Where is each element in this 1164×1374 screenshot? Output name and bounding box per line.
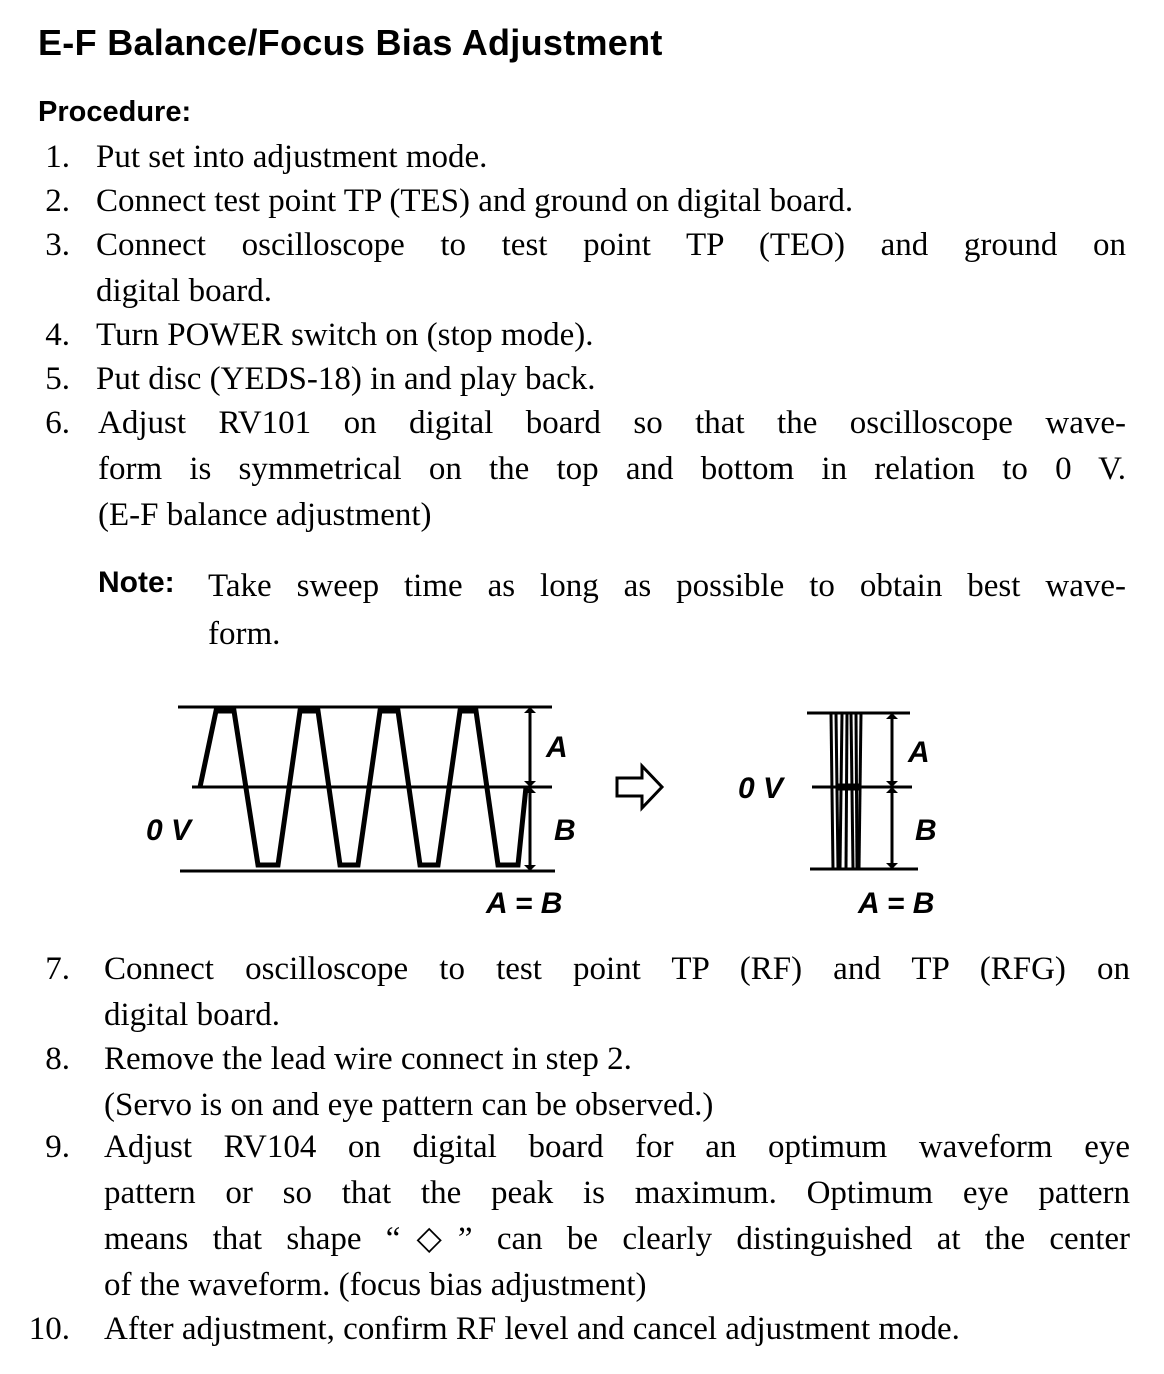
note-line: Take sweep time as long as possible to obtain best wave-	[208, 568, 1126, 604]
step-text: means that shape “◇” can be clearly distinguished at the center	[104, 1221, 1130, 1257]
step-number: 7.	[45, 951, 70, 987]
step-number: 9.	[45, 1129, 70, 1165]
waveform-after	[807, 713, 918, 869]
zero-volt-label: 0 V	[738, 772, 784, 805]
step-number: 8.	[45, 1041, 70, 1077]
step-text: Remove the lead wire connect in step 2.	[104, 1041, 632, 1077]
step-text: After adjustment, confirm RF level and cancel adjustment mode.	[104, 1311, 960, 1347]
step-text: (Servo is on and eye pattern can be observed.)	[104, 1087, 714, 1123]
step-text: Adjust RV101 on digital board so that the oscilloscope wave-	[98, 405, 1126, 441]
step-number: 3.	[45, 227, 70, 263]
step-text: form is symmetrical on the top and bottom in relation to 0 V.	[98, 451, 1126, 487]
note-text	[208, 562, 1126, 658]
step-number: 6.	[45, 405, 70, 441]
b-label: B	[915, 814, 937, 847]
note-line: form.	[208, 616, 281, 652]
step-text: digital board.	[96, 273, 272, 309]
step-text: of the waveform. (focus bias adjustment)	[104, 1267, 647, 1303]
waveform-figure	[0, 690, 1164, 930]
step-text: Put disc (YEDS-18) in and play back.	[96, 361, 596, 397]
a-label: A	[546, 731, 568, 764]
procedure-heading: Procedure:	[38, 96, 192, 128]
step-text: Put set into adjustment mode.	[96, 139, 488, 175]
step-number: 4.	[45, 317, 70, 353]
equality-label: A = B	[858, 887, 935, 920]
zero-volt-label: 0 V	[146, 814, 192, 847]
waveform-before	[178, 707, 555, 871]
equality-label: A = B	[486, 887, 563, 920]
note-label: Note:	[98, 566, 175, 599]
b-label: B	[554, 814, 576, 847]
step-text: Connect test point TP (TES) and ground on digital board.	[96, 183, 854, 219]
step-number: 10.	[28, 1311, 70, 1347]
step-text: pattern or so that the peak is maximum. Optimum eye pattern	[104, 1175, 1130, 1211]
step-number: 2.	[45, 183, 70, 219]
step-text: digital board.	[104, 997, 280, 1033]
right-arrow-icon	[617, 766, 662, 808]
a-label: A	[908, 736, 930, 769]
step-text: (E-F balance adjustment)	[98, 497, 432, 533]
step-text: Turn POWER switch on (stop mode).	[96, 317, 594, 353]
step-text: Connect oscilloscope to test point TP (RF) and TP (RFG) on	[104, 951, 1130, 987]
step-number: 5.	[45, 361, 70, 397]
page-title: E-F Balance/Focus Bias Adjustment	[38, 22, 663, 63]
step-text: Connect oscilloscope to test point TP (TEO) and ground on	[96, 227, 1126, 263]
step-text: Adjust RV104 on digital board for an optimum waveform eye	[104, 1129, 1130, 1165]
step-number: 1.	[45, 139, 70, 175]
compressed-waveform-trace	[831, 713, 861, 869]
